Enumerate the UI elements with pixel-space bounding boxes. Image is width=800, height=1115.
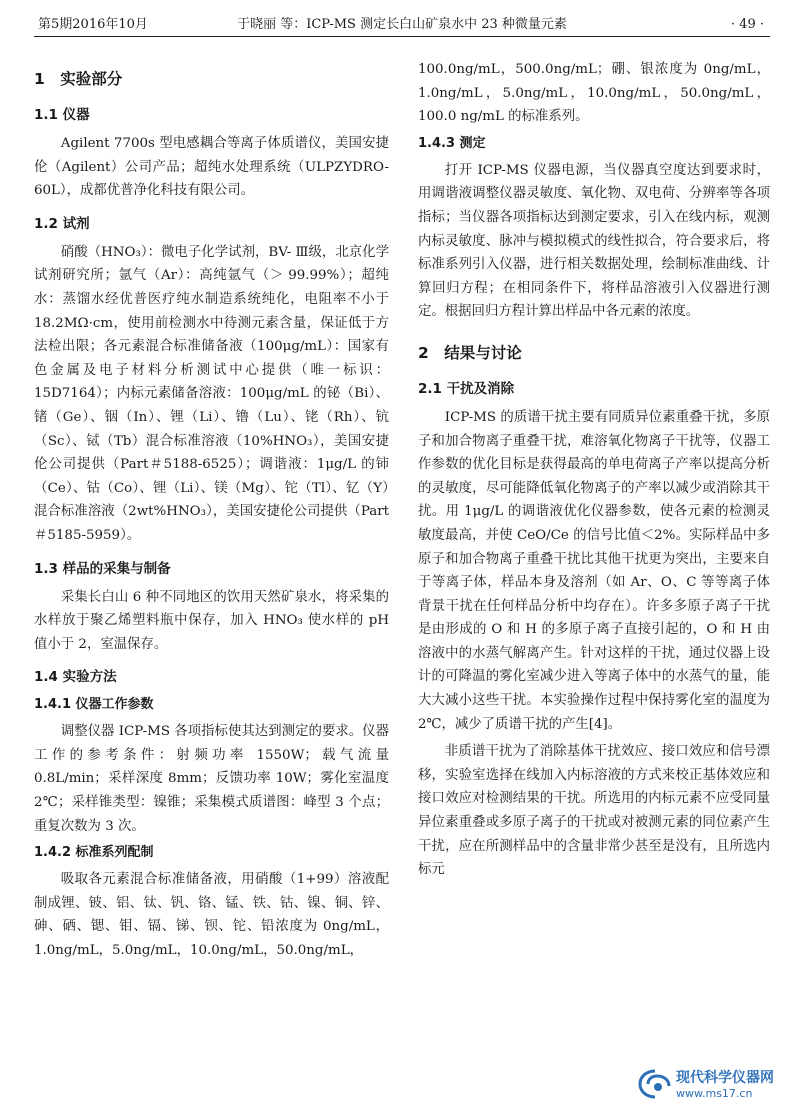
right-column [418,58,770,886]
watermark-logo-icon [638,1069,672,1099]
watermark-title: 现代科学仪器网 [676,1070,774,1086]
subsection-heading-interference: 2.1 干扰及消除 [418,380,515,397]
site-watermark [636,1065,786,1105]
paragraph-parameters: 调整仪器 ICP-MS 各项指标使其达到测定的要求。仪器工作的参考条件：射频功率 1550W；载气流量 0.8L/min；采样深度 8mm；反馈功率 10W；雾化室温度 2℃；采样锥类型：镍锥；采集模式质谱图：峰型 3 个点；重复次数为 3 次。 [34,724,389,834]
journal-issue: 第5期2016年10月 [38,17,148,32]
subsubsection-heading-parameters: 1.4.1 仪器工作参数 [34,697,154,713]
paragraph-reagents: 硝酸（HNO₃）：微电子化学试剂，BV- Ⅲ级，北京化学试剂研究所；氩气（Ar）：高纯氩气（＞ 99.99%）；超纯水：蒸馏水经优普医疗纯水制造系统纯化，电阻率不小于 18.2MΩ·cm，使用前检测水中待测元素含量，保证低于方法检出限；各元素混合标准储备液（100μg/mL）：国家有色金属及电子材料分析测试中心提供（唯一标识：15D7164）；内标元素储备溶液：100μg/mL 的铋（Bi）、锗（Ge）、铟（In）、锂（Li）、镥（Lu）、铑（Rh）、钪（Sc）、铽（Tb）混合标准溶液（10%HNO₃），美国安捷伦公司提供（Part＃5188-6525）；调谐液：1μg/L 的铈（Ce）、钴（Co）、锂（Li）、镁（Mg）、铊（Tl）、钇（Y）混合标准溶液（2wt%HNO₃），美国安捷伦公司提供（Part＃5185-5959）。 [34,244,389,543]
section-heading-experimental: 1 实验部分 [34,70,123,88]
running-title: 于晓丽 等：ICP-MS 测定长白山矿泉水中 23 种微量元素 [237,17,567,32]
section-spacer [418,328,770,340]
left-column [34,66,389,967]
subsection-heading-reagents: 1.2 试剂 [34,215,90,232]
subsection-heading-methods: 1.4 实验方法 [34,669,117,686]
subsubsection-heading-measurement: 1.4.3 测定 [418,135,486,151]
paragraph-interference-2: 非质谱干扰为了消除基体干扰效应、接口效应和信号漂移，实验室选择在线加入内标溶液的方式来校正基体效应和接口效应对检测结果的干扰。所选用的内标元素不应受同量异位素重叠或多原子离子的干扰或对被测元素的同位素产生干扰，应在所测样品中的含量非常少甚至是没有，且所选内标元 [418,744,770,878]
paragraph-sampling: 采集长白山 6 种不同地区的饮用天然矿泉水，将采集的水样放于聚乙烯塑料瓶中保存，加入 HNO₃ 使水样的 pH 值小于 2，室温保存。 [34,589,389,652]
paragraph-interference-1: ICP-MS 的质谱干扰主要有同质异位素重叠干扰，多原子和加合物离子重叠干扰，难溶氧化物离子干扰等，仪器工作参数的优化目标是获得最高的单电荷离子产率以提高分析的灵敏度，尽可能降低氧化物离子的产率以减少或消除其干扰。用 1μg/L 的调谐液优化仪器参数，使各元素的检测灵敏度最高，并使 CeO/Ce 的信号比值＜2%。实际样品中多原子和加合物离子重叠干扰比其他干扰更为突出，主要来自于等离子体，样品本身及溶剂（如 Ar、O、C 等等离子体背景干扰在任何样品分析中均存在）。许多多原子离子干扰是由形成的 O 和 H 的多原子离子直接引起的，O 和 H 由溶液中的水蒸气解离产生。针对这样的干扰，通过仪器上设计的可降温的雾化室减少进入等离子体中的水蒸气的量，能大大减小这些干扰。本实验操作过程中保持雾化室的温度为 2℃，减少了质谱干扰的产生[4]。 [418,409,770,732]
paragraph-instruments: Agilent 7700s 型电感耦合等离子体质谱仪，美国安捷伦（Agilent）公司产品；超纯水处理系统（ULPZYDRO-60L），成都优普净化科技有限公司。 [34,136,389,199]
subsection-heading-sampling: 1.3 样品的采集与制备 [34,560,171,577]
page-number: · 49 · [730,17,764,32]
paragraph-standards-continued: 100.0ng/mL，500.0ng/mL；硼、银浓度为 0ng/mL，1.0ng/mL，5.0ng/mL，10.0ng/mL，50.0ng/mL，100.0 ng/mL 的标准系列。 [418,62,770,125]
watermark-url: www.ms17.cn [676,1087,753,1100]
section-heading-results: 2 结果与讨论 [418,343,522,362]
paragraph-measurement: 打开 ICP-MS 仪器电源，当仪器真空度达到要求时，用调谐液调整仪器灵敏度、氧化物、双电荷、分辨率等各项指标；当仪器各项指标达到测定要求，引入在线内标，观测内标灵敏度、脉冲与模拟模式的线性拟合，符合要求后，将标准系列引入仪器，进行相关数据处理，绘制标准曲线、计算回归方程；在相同条件下，将样品溶液引入仪器进行测定。根据回归方程计算出样品中各元素的浓度。 [418,162,770,320]
paragraph-standards: 吸取各元素混合标准储备液，用硝酸（1+99）溶液配制成锂、铍、铝、钛、钒、铬、锰、铁、钴、镍、铜、锌、砷、硒、锶、钼、镉、锑、钡、铊、铅浓度为 0ng/mL，1.0ng/mL，5.0ng/mL，10.0ng/mL，50.0ng/mL， [34,872,389,959]
subsection-heading-instruments: 1.1 仪器 [34,107,90,123]
running-header [34,14,770,37]
subsubsection-heading-standards: 1.4.2 标准系列配制 [34,845,154,861]
